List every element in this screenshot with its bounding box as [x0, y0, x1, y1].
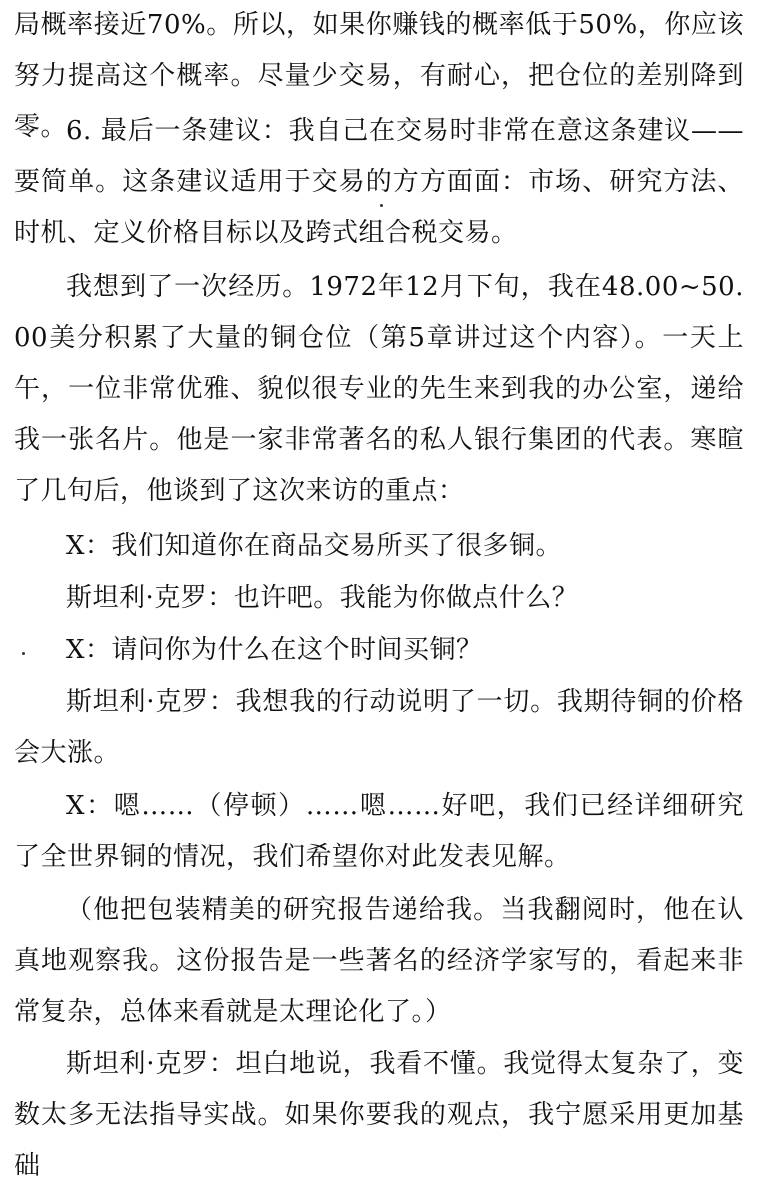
paragraph-probability: 局概率接近70%。所以，如果你赚钱的概率低于50%，你应该努力提高这个概率。尽量少交易，有耐心，把仓位的差别降到零。 [14, 10, 744, 142]
paragraph-copper-story: 我想到了一次经历。1972年12月下旬，我在48.00~50.00美分积累了大量的铜仓位（第5章讲过这个内容）。一天上午，一位非常优雅、貌似很专业的先生来到我的办公室，递给我一张名片。他是一家非常著名的私人银行集团的代表。寒暄了几句后，他谈到了这次来访的重点： [14, 272, 744, 506]
dialogue-line: 斯坦利·克罗：也许吧。我能为你做点什么？ [66, 583, 579, 613]
dialogue-line: X：请问你为什么在这个时间买铜？ [66, 635, 483, 665]
scan-speck [22, 652, 25, 655]
scan-speck [380, 204, 383, 207]
dialogue-line: X：我们知道你在商品交易所买了很多铜。 [66, 531, 563, 561]
stage-direction: （他把包装精美的研究报告递给我。当我翻阅时，他在认真地观察我。这份报告是一些著名的经济学家写的，看起来非常复杂，总体来看就是太理论化了。） [14, 895, 744, 1027]
dialogue-line: X：嗯……（停顿）……嗯……好吧，我们已经详细研究了全世界铜的情况，我们希望你对此发表见解。 [14, 791, 744, 872]
paragraph-advice-6: 6. 最后一条建议：我自己在交易时非常在意这条建议——要简单。这条建议适用于交易的方方面面：市场、研究方法、时机、定义价格目标以及跨式组合税交易。 [14, 116, 744, 248]
dialogue-line: 斯坦利·克罗：我想我的行动说明了一切。我期待铜的价格会大涨。 [14, 687, 744, 768]
dialogue-line: 斯坦利·克罗：坦白地说，我看不懂。我觉得太复杂了，变数太多无法指导实战。如果你要我的观点，我宁愿采用更加基础 [14, 1049, 744, 1181]
